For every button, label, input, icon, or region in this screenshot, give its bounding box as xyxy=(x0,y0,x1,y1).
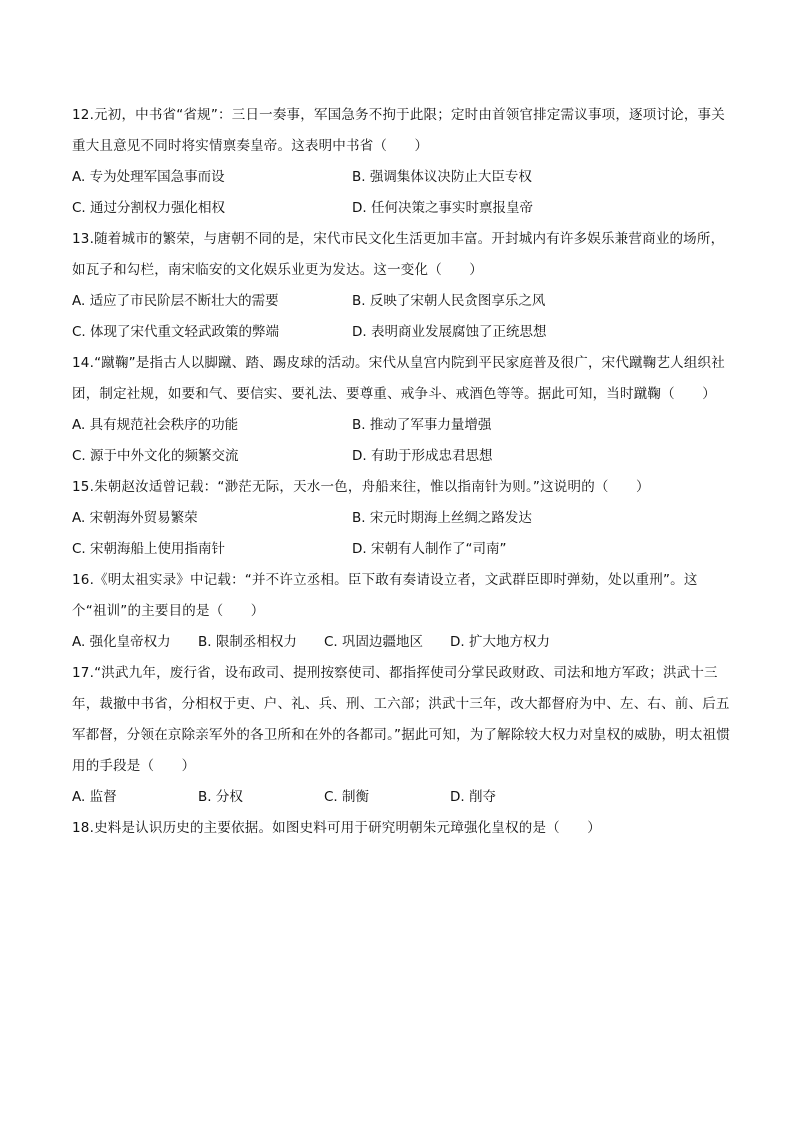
question-stem: 13.随着城市的繁荣，与唐朝不同的是，宋代市民文化生活更加丰富。开封城内有许多娱乐兼营商业的场所，如瓦子和勾栏，南宋临安的文化娱乐业更为发达。这一变化（ ） xyxy=(72,231,725,278)
question-page xyxy=(72,100,732,844)
question-14 xyxy=(72,348,732,472)
option-d: D. 有助于形成忠君思想 xyxy=(352,448,493,464)
option-c: C. 宋朝海船上使用指南针 xyxy=(72,541,226,557)
option-b: B. 分权 xyxy=(198,789,243,805)
option-b: B. 强调集体议决防止大臣专权 xyxy=(352,169,532,185)
option-a: A. 监督 xyxy=(72,789,117,805)
option-d: D. 任何决策之事实时禀报皇帝 xyxy=(352,200,533,216)
question-12 xyxy=(72,100,732,224)
option-c: C. 制衡 xyxy=(324,789,370,805)
options-row xyxy=(72,503,732,534)
option-c: C. 通过分割权力强化相权 xyxy=(72,200,226,216)
option-c: C. 源于中外文化的频繁交流 xyxy=(72,448,239,464)
option-a: A. 具有规范社会秩序的功能 xyxy=(72,417,239,433)
options-row xyxy=(72,441,732,472)
option-a: A. 宋朝海外贸易繁荣 xyxy=(72,510,198,526)
options-row xyxy=(72,627,732,658)
option-a: A. 强化皇帝权力 xyxy=(72,634,171,650)
options-row xyxy=(72,782,732,813)
option-b: B. 推动了军事力量增强 xyxy=(352,417,492,433)
question-stem: 15.朱朝赵汝适曾记载：“渺茫无际，天水一色，舟船来往，惟以指南针为则。”这说明的（ ） xyxy=(72,479,650,495)
question-stem: 12.元初，中书省“省规”：三日一奏事，军国急务不拘于此限；定时由首领官排定需议事项，逐项讨论，事关重大且意见不同时将实情禀奏皇帝。这表明中书省（ ） xyxy=(72,107,725,154)
options-row xyxy=(72,534,732,565)
option-d: D. 表明商业发展腐蚀了正统思想 xyxy=(352,324,547,340)
option-b: B. 反映了宋朝人民贪图享乐之风 xyxy=(352,293,546,309)
question-stem: 16.《明太祖实录》中记载：“并不许立丞相。臣下敢有奏请设立者，文武群臣即时弹劾，处以重刑”。这个“祖训”的主要目的是（ ） xyxy=(72,572,698,619)
option-b: B. 限制丞相权力 xyxy=(198,634,297,650)
question-17 xyxy=(72,658,732,813)
question-18 xyxy=(72,813,732,844)
options-row xyxy=(72,317,732,348)
question-stem: 14.“蹴鞠”是指古人以脚蹴、踏、踢皮球的活动。宋代从皇宫内院到平民家庭普及很广，宋代蹴鞠艺人组织社团，制定社规，如要和气、要信实、要礼法、要尊重、戒争斗、戒酒色等等。据此可知，当时蹴鞠（ ） xyxy=(72,355,725,402)
options-row xyxy=(72,193,732,224)
options-row xyxy=(72,286,732,317)
option-d: D. 削夺 xyxy=(450,789,496,805)
options-row xyxy=(72,410,732,441)
question-13 xyxy=(72,224,732,348)
question-15 xyxy=(72,472,732,565)
question-stem: 17.“洪武九年，废行省，设布政司、提刑按察使司、都指挥使司分掌民政财政、司法和地方军政；洪武十三年，裁撤中书省，分相权于吏、户、礼、兵、刑、工六部；洪武十三年，改大都督府为中、左、右、前、后五军都督，分领在京除亲军外的各卫所和在外的各都司。”据此可知，为了解除较大权力对皇权的威胁，明太祖惯用的手段是（ ） xyxy=(72,665,731,774)
option-a: A. 适应了市民阶层不断壮大的需要 xyxy=(72,293,279,309)
option-a: A. 专为处理军国急事而设 xyxy=(72,169,225,185)
question-16 xyxy=(72,565,732,658)
option-c: C. 巩固边疆地区 xyxy=(324,634,424,650)
option-b: B. 宋元时期海上丝绸之路发达 xyxy=(352,510,532,526)
option-d: D. 宋朝有人制作了“司南” xyxy=(352,541,507,557)
options-row xyxy=(72,162,732,193)
option-c: C. 体现了宋代重文轻武政策的弊端 xyxy=(72,324,280,340)
question-stem: 18.史料是认识历史的主要依据。如图史料可用于研究明朝朱元璋强化皇权的是（ ） xyxy=(72,820,601,836)
option-d: D. 扩大地方权力 xyxy=(450,634,550,650)
